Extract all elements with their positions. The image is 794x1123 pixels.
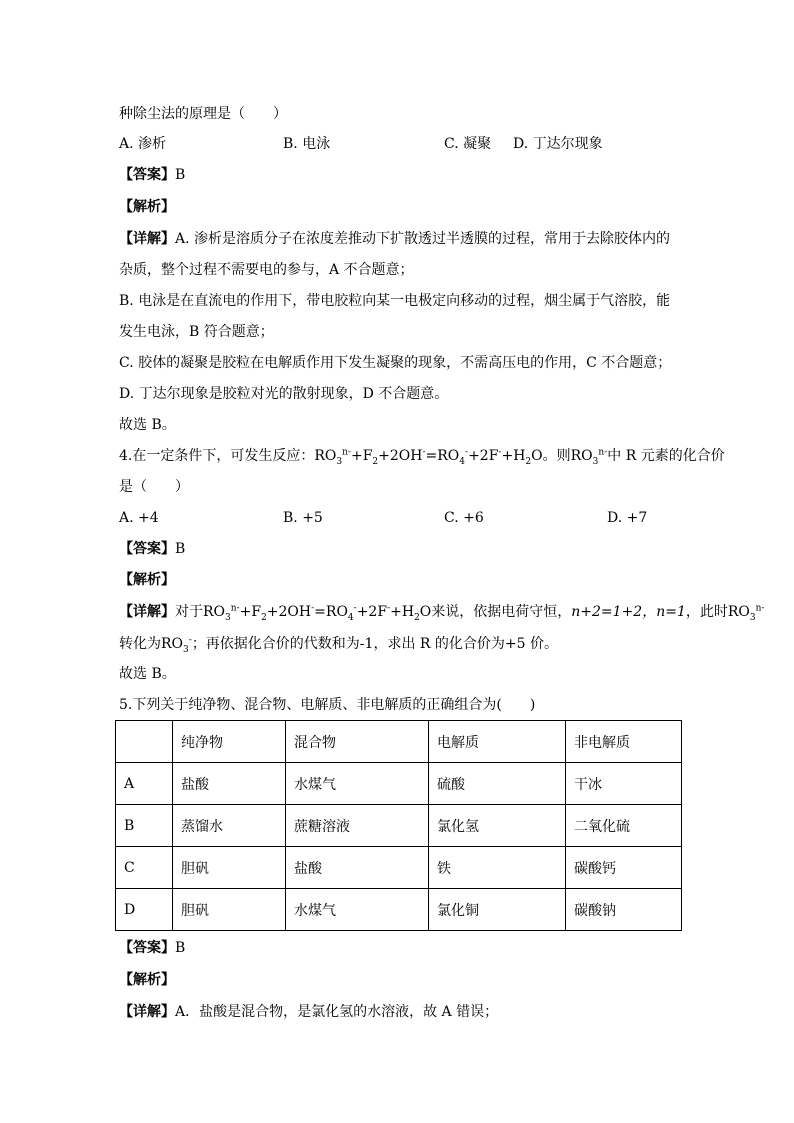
q3-conclusion: 故选 B。 <box>119 417 176 433</box>
q3-detail-a1 <box>119 229 670 249</box>
q4-option-d: D. +7 <box>607 510 648 526</box>
q4-detail-line1 <box>119 602 764 622</box>
table-cell: 电解质 <box>429 721 566 763</box>
table-cell: 水煤气 <box>286 763 429 805</box>
table-row <box>116 889 682 931</box>
q5-table <box>115 720 682 931</box>
q3-option-c: C. 凝聚 <box>444 136 492 152</box>
q4-stem-intro: 在一定条件下，可发生反应： <box>132 448 315 464</box>
q4-number: 4. <box>119 448 133 464</box>
table-cell: 盐酸 <box>173 763 286 805</box>
table-cell: C <box>116 847 173 889</box>
q4-option-c: C. +6 <box>444 510 484 526</box>
detail-label: 【详解】 <box>119 1004 175 1020</box>
q3-detail-c: C. 胶体的凝聚是胶粒在电解质作用下发生凝聚的现象，不需高压电的作用，C 不合题意； <box>119 355 672 371</box>
detail-mid: 来说，依据电荷守恒， <box>431 604 572 620</box>
q3-stem-tail: 种除尘法的原理是（ ） <box>119 106 287 122</box>
q3-detail-b2: 发生电泳，B 符合题意； <box>119 324 274 340</box>
table-cell: 非电解质 <box>566 721 682 763</box>
detail-ion: $RO_3^{n-}$ <box>727 603 765 623</box>
table-header-row <box>116 721 682 763</box>
q3-option-a: A. 渗析 <box>119 136 167 152</box>
detail-text: A．盐酸是混合物，是氯化氢的水溶液，故 A 错误； <box>175 1004 499 1020</box>
table-cell: 胆矾 <box>173 847 286 889</box>
q5-detail-a <box>119 1002 498 1022</box>
table-cell: 水煤气 <box>286 889 429 931</box>
table-cell <box>116 721 173 763</box>
table-cell: 干冰 <box>566 763 682 805</box>
table-cell: 碳酸钠 <box>566 889 682 931</box>
q5-answer <box>119 938 185 958</box>
q4-detail-line2 <box>119 634 558 654</box>
q4-option-a: A. +4 <box>119 510 159 526</box>
q4-answer <box>119 539 185 559</box>
q4-equation: $RO_3^{n-}+F_2+2OH^-=RO_4^-+2F^-+H_2O$ <box>314 447 543 467</box>
table-cell: 盐酸 <box>286 847 429 889</box>
q4-stem-line2: 是（ ） <box>119 479 189 495</box>
table-cell: 铁 <box>429 847 566 889</box>
answer-value: B <box>175 541 186 557</box>
q4-stem-after: 。则 <box>542 448 571 464</box>
q3-answer <box>119 165 185 185</box>
table-cell: 碳酸钙 <box>566 847 682 889</box>
q3-detail-d: D. 丁达尔现象是胶粒对光的散射现象，D 不合题意。 <box>119 386 449 402</box>
detail-pre: 对于 <box>175 604 203 620</box>
table-cell: A <box>116 763 173 805</box>
q5-analysis-label: 【解析】 <box>119 972 175 988</box>
table-cell: 胆矾 <box>173 889 286 931</box>
table-cell: 硫酸 <box>429 763 566 805</box>
q4-analysis-label: 【解析】 <box>119 572 175 588</box>
answer-value: B <box>175 940 186 956</box>
q5-stem: 5.下列关于纯净物、混合物、电解质、非电解质的正确组合为( ) <box>119 697 536 713</box>
table-cell: 蒸馏水 <box>173 805 286 847</box>
table-row <box>116 847 682 889</box>
q4-stem-end: 中 R 元素的化合价 <box>607 448 725 464</box>
q3-option-b: B. 电泳 <box>283 136 331 152</box>
answer-value: B <box>175 167 186 183</box>
q4-option-b: B. +5 <box>283 510 323 526</box>
detail-line2-a: 转化为 <box>119 636 161 652</box>
table-cell: 二氧化硫 <box>566 805 682 847</box>
detail-eq1: n+2=1+2，n=1 <box>571 604 686 620</box>
answer-label: 【答案】 <box>119 541 175 557</box>
q3-analysis-label: 【解析】 <box>119 199 175 215</box>
table-row <box>116 763 682 805</box>
table-cell: 氯化铜 <box>429 889 566 931</box>
detail-line2-b: ；再依据化合价的代数和为-1，求出 R 的化合价为+5 价。 <box>191 636 558 652</box>
table-cell: D <box>116 889 173 931</box>
table-cell: 混合物 <box>286 721 429 763</box>
detail-label: 【详解】 <box>119 604 175 620</box>
q4-stem <box>119 446 725 466</box>
detail-label: 【详解】 <box>119 231 175 247</box>
detail-ion2: $RO_3^-$ <box>161 635 192 655</box>
detail-text: A. 渗析是溶质分子在浓度差推动下扩散透过半透膜的过程，常用于去除胶体内的 <box>175 231 671 247</box>
answer-label: 【答案】 <box>119 940 175 956</box>
table-cell: B <box>116 805 173 847</box>
table-cell: 氯化氢 <box>429 805 566 847</box>
detail-mid2: ，此时 <box>685 604 728 620</box>
q3-option-d: D. 丁达尔现象 <box>513 136 603 152</box>
table-cell: 纯净物 <box>173 721 286 763</box>
q4-ion: $RO_3^{n-}$ <box>570 447 608 467</box>
q3-detail-a2: 杂质，整个过程不需要电的参与，A 不合题意； <box>119 262 414 278</box>
detail-equation: $RO_3^{n-}+F_2+2OH^-=RO_4^-+2F^-+H_2O$ <box>203 603 432 623</box>
table-cell: 蔗糖溶液 <box>286 805 429 847</box>
table-row <box>116 805 682 847</box>
q3-detail-b1: B. 电泳是在直流电的作用下，带电胶粒向某一电极定向移动的过程，烟尘属于气溶胶，能 <box>119 293 671 309</box>
answer-label: 【答案】 <box>119 167 175 183</box>
q4-conclusion: 故选 B。 <box>119 666 176 682</box>
